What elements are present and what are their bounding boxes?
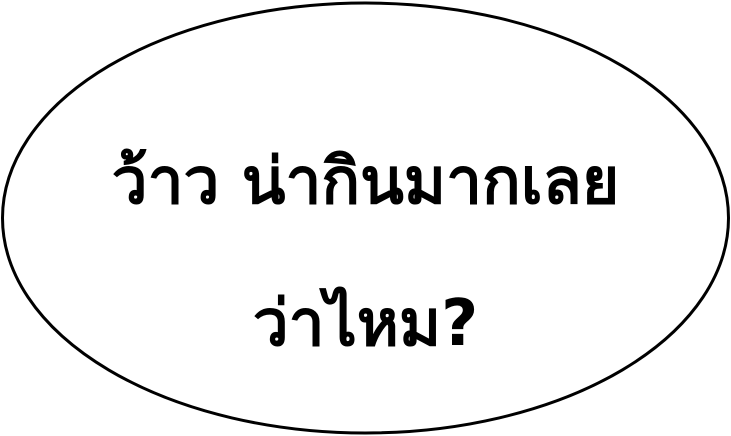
speech-line-2: ว่าไหม? bbox=[252, 287, 479, 361]
speech-line-1: ว้าว น่ากินมากเลย bbox=[111, 145, 620, 219]
